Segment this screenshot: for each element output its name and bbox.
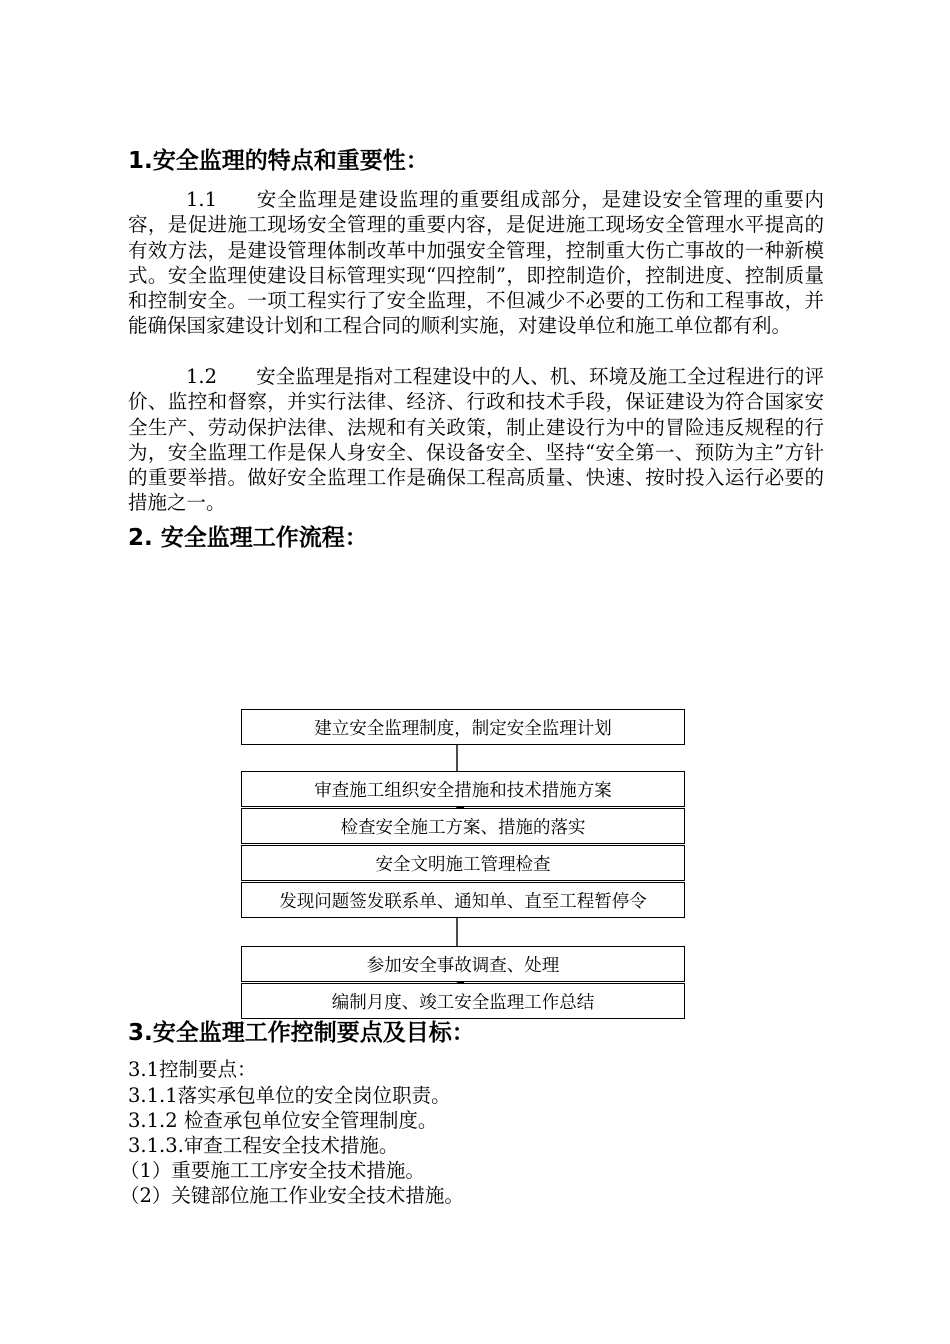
list-item: 3.1.2 检查承包单位安全管理制度。 [128, 1109, 438, 1132]
paragraph-number: 1.1 [186, 188, 218, 211]
list-item: （2）关键部位施工作业安全技术措施。 [120, 1184, 464, 1207]
flow-step-5: 发现问题签发联系单、通知单、直至工程暂停令 [241, 882, 685, 918]
paragraph-text: 安全监理是指对工程建设中的人、机、环境及施工全过程进行的评价、监控和督察，并实行法律、经济、行政和技术手段，保证建设为符合国家安全生产、劳动保护法律、法规和有关政策，制止建设行为中的冒险违反规程的行为，安全监理工作是保人身安全、保设备安全、坚持“安全第一、预防为主”方针的重要举措。做好安全监理工作是确保工程高质量、快速、按时投入运行必要的措施之一。 [128, 365, 824, 515]
list-item: 3.1.3.审查工程安全技术措施。 [128, 1134, 399, 1157]
section1-heading: 1.安全监理的特点和重要性： [128, 148, 429, 174]
paragraph-text: 安全监理是建设监理的重要组成部分，是建设安全管理的重要内容，是促进施工现场安全管理的重要内容，是促进施工现场安全管理水平提高的有效方法，是建设管理体制改革中加强安全管理，控制重大伤亡事故的一种新模式。安全监理使建设目标管理实现“四控制”，即控制造价，控制进度、控制质量和控制安全。一项工程实行了安全监理，不但减少不必要的工伤和工程事故，并能确保国家建设计划和工程合同的顺利实施，对建设单位和施工单位都有利。 [128, 188, 824, 338]
flow-step-6: 参加安全事故调查、处理 [241, 946, 685, 982]
paragraph-number: 1.2 [186, 365, 218, 388]
section2-heading: 2. 安全监理工作流程： [128, 525, 368, 551]
flow-step-1: 建立安全监理制度，制定安全监理计划 [241, 709, 685, 745]
section3-heading: 3.安全监理工作控制要点及目标： [128, 1020, 475, 1046]
flow-step-3: 检查安全施工方案、措施的落实 [241, 808, 685, 844]
control-points-label: 3.1控制要点： [128, 1058, 257, 1081]
flow-step-7: 编制月度、竣工安全监理工作总结 [241, 983, 685, 1019]
flow-step-4: 安全文明施工管理检查 [241, 845, 685, 881]
list-item: （1）重要施工工序安全技术措施。 [120, 1159, 425, 1182]
list-item: 3.1.1落实承包单位的安全岗位职责。 [128, 1084, 451, 1107]
flow-step-2: 审查施工组织安全措施和技术措施方案 [241, 771, 685, 807]
